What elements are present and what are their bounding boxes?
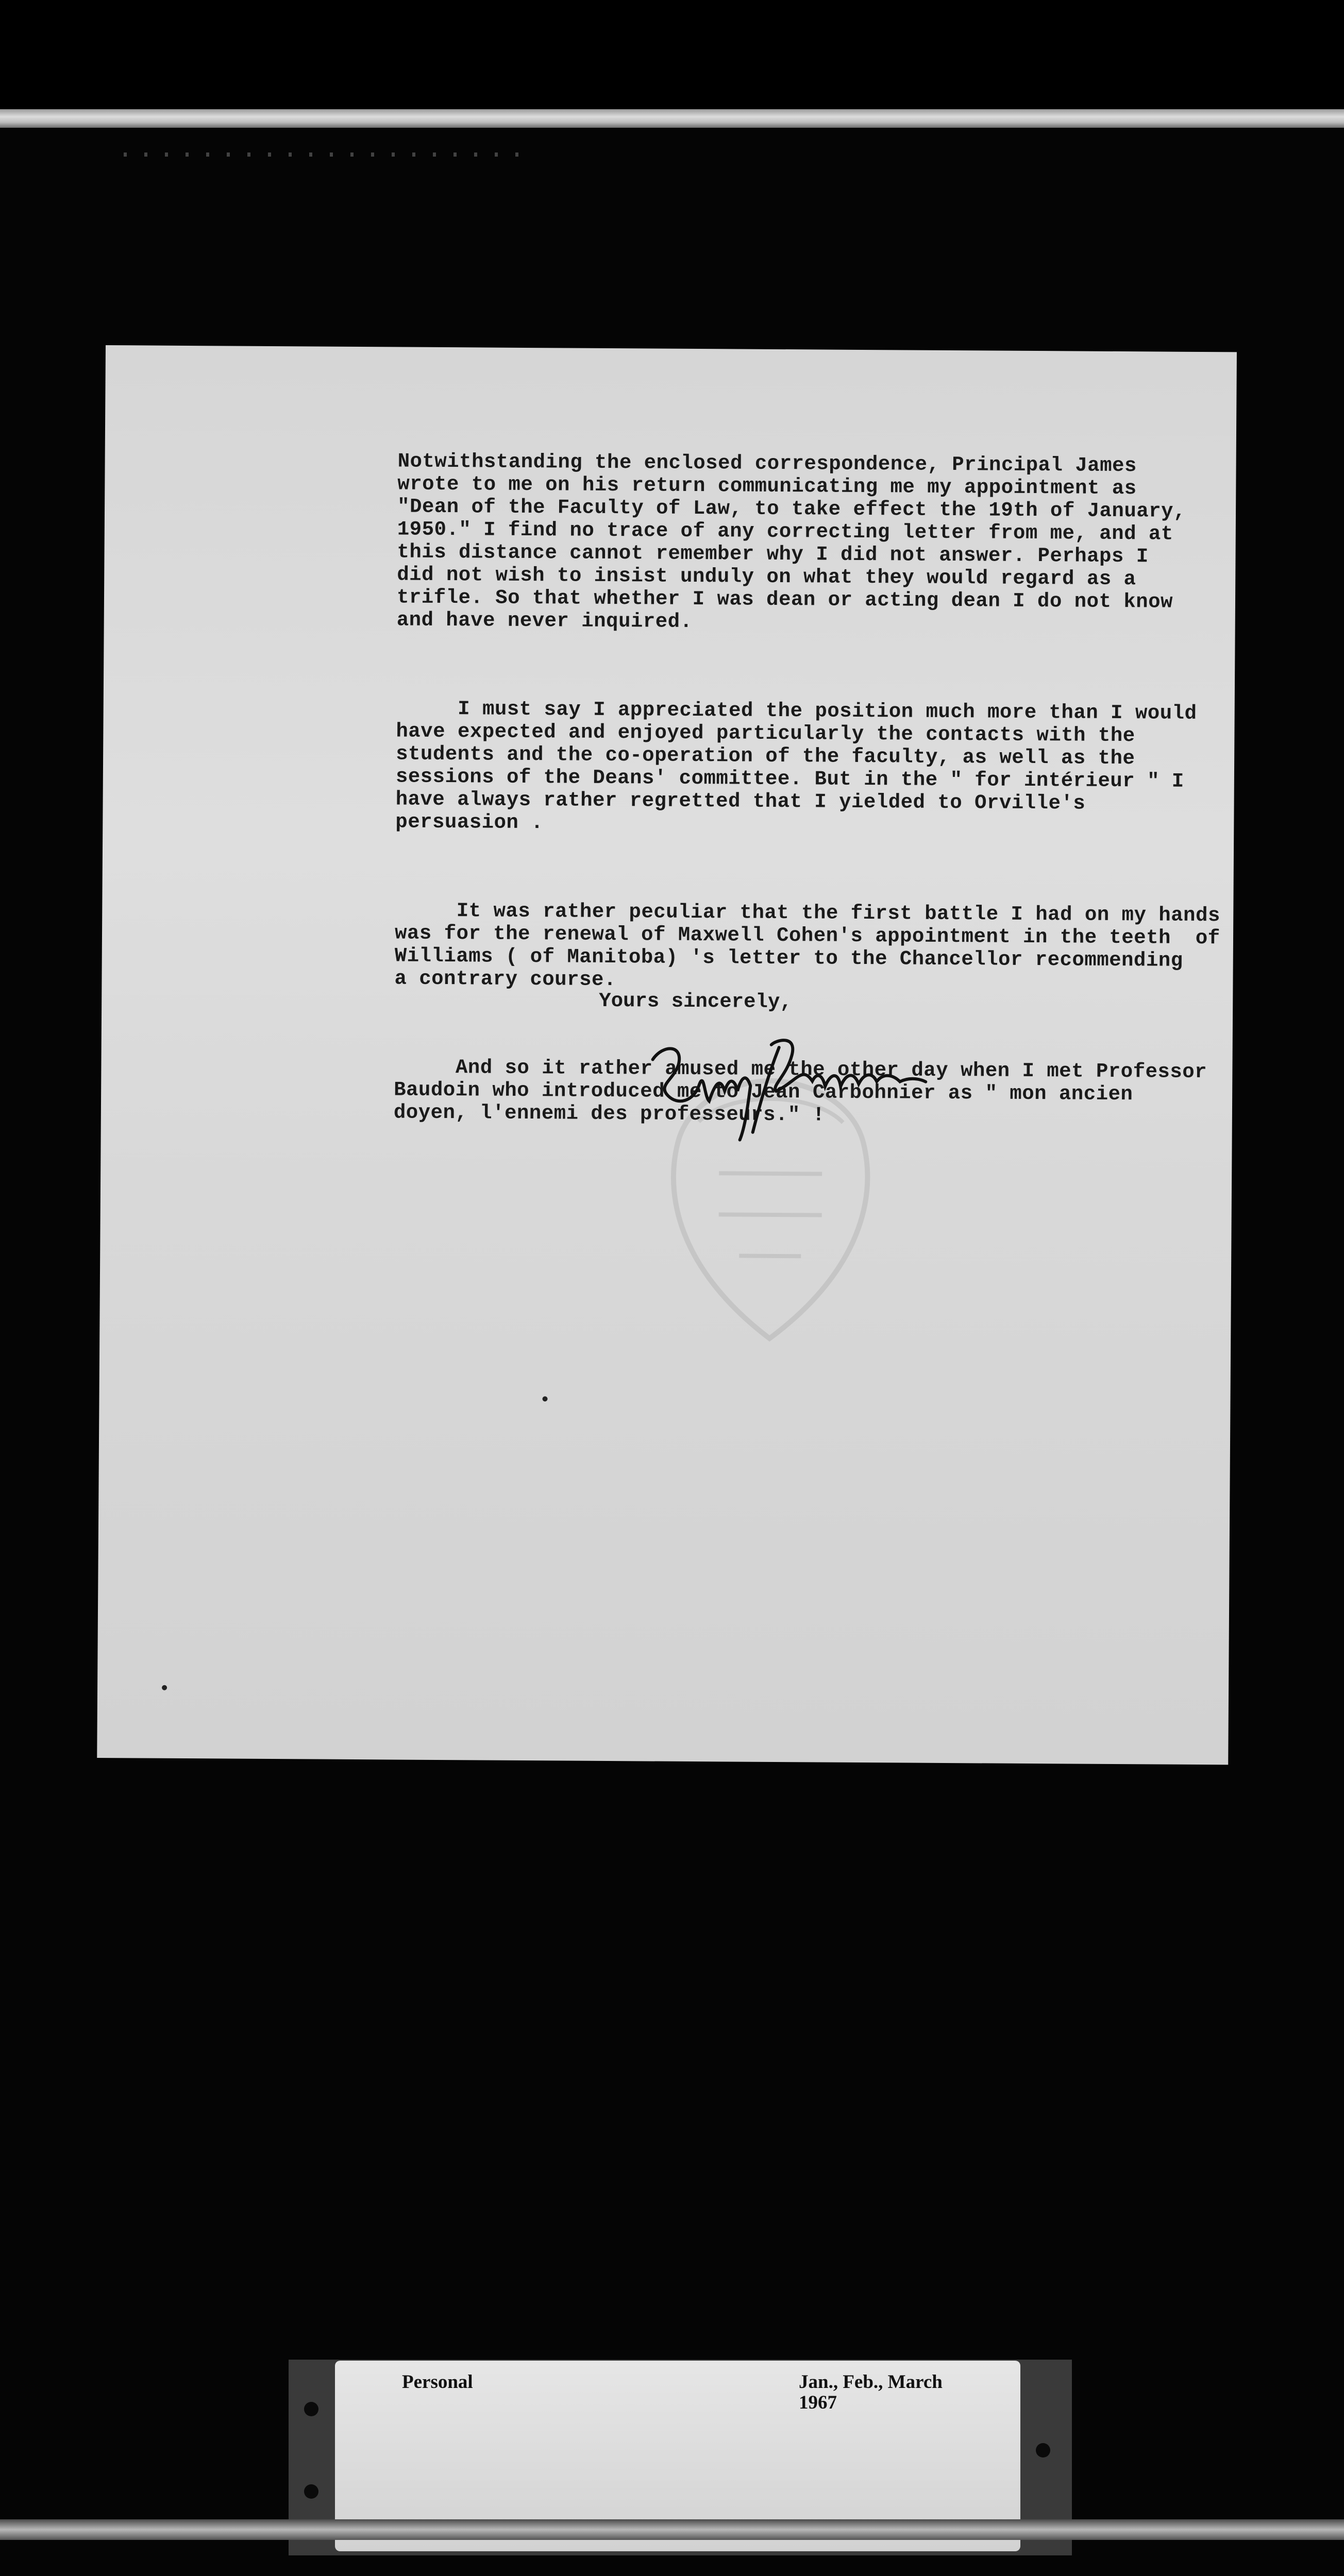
letter-paragraph: It was rather peculiar that the first battle I had on my hands was for the renewal of Maxwell Cohen's appointment in the teeth of Williams ( of Manitoba) 's letter to the Chancellor recommending a contrary course.: [394, 899, 1220, 992]
punch-hole: [304, 2484, 318, 2499]
punch-hole: [304, 2402, 318, 2416]
film-bottom-band: [0, 2519, 1344, 2540]
letter-closing: Yours sincerely,: [599, 989, 792, 1014]
letter-paragraph: Notwithstanding the enclosed correspondence, Principal James wrote to me on his return communicating me my appointment as "Dean of the Faculty of Law, to take effect the 19th of January, 1950." I find no trace of any correcting letter from me, and at this distance cannot remember why I did not answer. Perhaps I did not wish to insist unduly on what they would regard as a trifle. So that whether I was dean or acting dean I do not know and have never inquired.: [396, 450, 1186, 633]
dust-speck: [162, 1685, 167, 1690]
letter-paragraph: I must say I appreciated the position much more than I would have expected and enjoyed particularly the contacts with the students and the co-operation of the faculty, as well as the sessions of the Deans' committee. But in the " for intérieur " I have always rather regretted that I yielded to Orville's persuasion .: [395, 697, 1197, 835]
punch-hole: [1036, 2443, 1050, 2458]
film-dust-marks: [124, 152, 526, 157]
label-year: 1967: [799, 2392, 837, 2413]
dust-speck: [542, 1396, 547, 1401]
film-top-band: [0, 109, 1344, 128]
letter-paragraph: And so it rather amused me the other day when I met Professor Baudoin who introduced me to Jean Carbohnier as " mon ancien doyen, l'ennemi des professeurs." !: [393, 1056, 1207, 1127]
label-date: Jan., Feb., March: [799, 2371, 943, 2393]
handwritten-signature: [642, 1023, 931, 1143]
label-category: Personal: [402, 2371, 473, 2393]
letter-page: [97, 345, 1237, 1765]
film-top-border: [0, 0, 1344, 111]
